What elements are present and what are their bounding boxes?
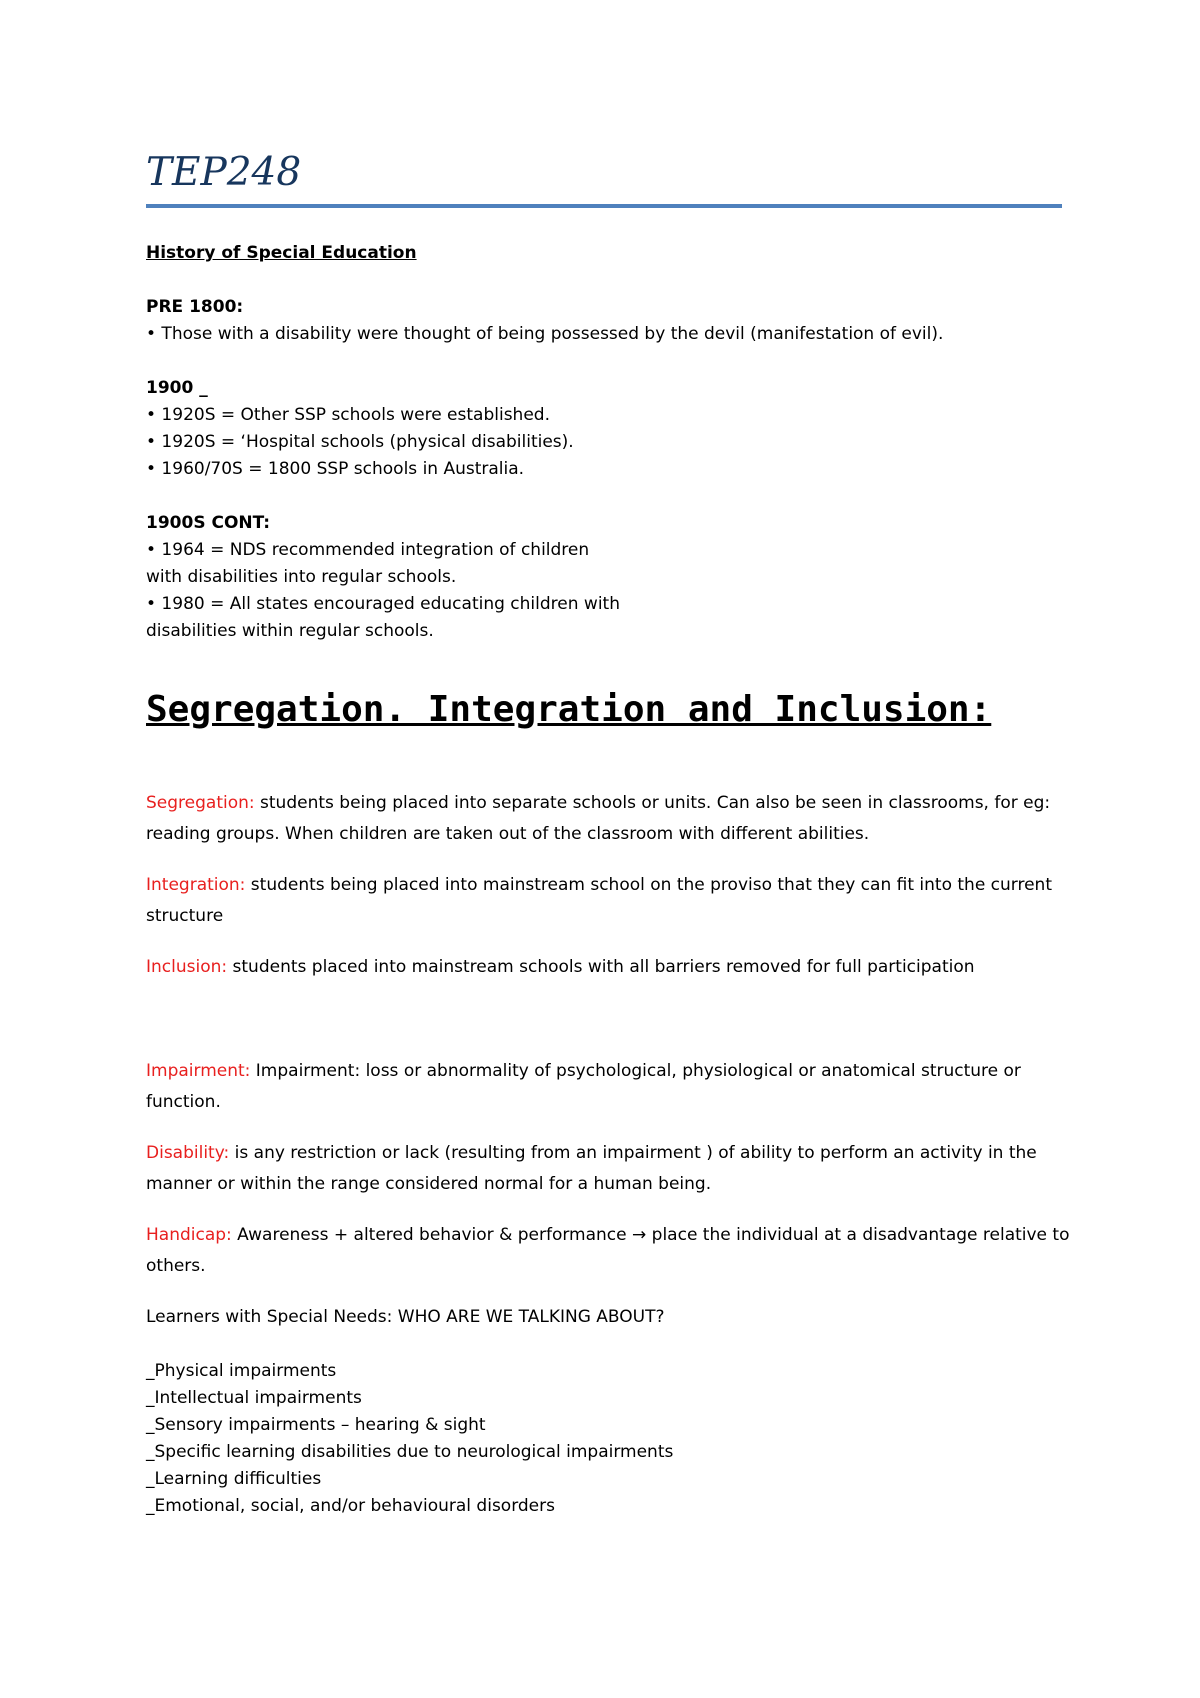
definition-text: place the individual at a disadvantage relative to others.: [146, 1225, 1070, 1276]
learners-list: [146, 1358, 786, 1520]
definition-term: Segregation:: [146, 793, 255, 813]
y1900cont-line: • 1980 = All states encouraged educating children with: [146, 594, 620, 614]
right-arrow-icon: →: [632, 1225, 647, 1245]
definition-disability: [146, 1138, 1076, 1200]
pre1800-label: PRE 1800:: [146, 297, 244, 317]
list-item: _Physical impairments: [146, 1361, 337, 1381]
definition-impairment: [146, 1056, 1076, 1118]
definition-handicap: [146, 1220, 1076, 1282]
y1900cont-line: disabilities within regular schools.: [146, 621, 434, 641]
definition-segregation: [146, 788, 1076, 850]
history-section: [146, 240, 1066, 645]
history-heading: History of Special Education: [146, 243, 417, 263]
definition-inclusion: [146, 952, 1076, 983]
y1900cont-line: with disabilities into regular schools.: [146, 567, 457, 587]
y1900-item: • 1960/70S = 1800 SSP schools in Australia.: [146, 459, 525, 479]
learners-heading: Learners with Special Needs: WHO ARE WE TALKING ABOUT?: [146, 1307, 665, 1327]
definition-text: students being placed into separate schools or units. Can also be seen in classrooms, for eg: reading groups. When children are taken out of the classroom with different abilities.: [146, 793, 1051, 844]
definition-term: Handicap:: [146, 1225, 232, 1245]
spacer: [146, 267, 1066, 294]
definition-term: Inclusion:: [146, 957, 228, 977]
definition-text: is any restriction or lack (resulting from an impairment ) of ability to perform an activity in the manner or within the range considered normal for a human being.: [146, 1143, 1037, 1194]
definition-term: Integration:: [146, 875, 246, 895]
list-item: _Emotional, social, and/or behavioural disorders: [146, 1496, 555, 1516]
definition-text: students being placed into mainstream school on the proviso that they can fit into the current structure: [146, 875, 1053, 926]
pre1800-item: • Those with a disability were thought of being possessed by the devil (manifestation of evil).: [146, 324, 944, 344]
definition-term: Disability:: [146, 1143, 230, 1163]
y1900-item: • 1920S = Other SSP schools were established.: [146, 405, 550, 425]
spacer: [146, 348, 1066, 375]
spacer: [146, 483, 1066, 510]
section-heading: Segregation. Integration and Inclusion:: [146, 689, 992, 730]
list-item: _Learning difficulties: [146, 1469, 322, 1489]
y1900cont-line: • 1964 = NDS recommended integration of children: [146, 540, 590, 560]
definition-text: Awareness + altered behavior & performance: [231, 1225, 633, 1245]
list-item: _Sensory impairments – hearing & sight: [146, 1415, 486, 1435]
definition-text: Impairment: loss or abnormality of psychological, physiological or anatomical structure or function.: [146, 1061, 1021, 1112]
document-title: TEP248: [146, 150, 302, 195]
y1900-label: 1900 _: [146, 378, 208, 398]
definition-integration: [146, 870, 1076, 932]
y1900-item: • 1920S = ‘Hospital schools (physical disabilities).: [146, 432, 574, 452]
definition-term: Impairment:: [146, 1061, 251, 1081]
list-item: _Intellectual impairments: [146, 1388, 362, 1408]
list-item: _Specific learning disabilities due to neurological impairments: [146, 1442, 674, 1462]
title-divider: [146, 204, 1062, 208]
y1900cont-label: 1900S CONT:: [146, 513, 271, 533]
definition-text: students placed into mainstream schools with all barriers removed for full participation: [227, 957, 975, 977]
